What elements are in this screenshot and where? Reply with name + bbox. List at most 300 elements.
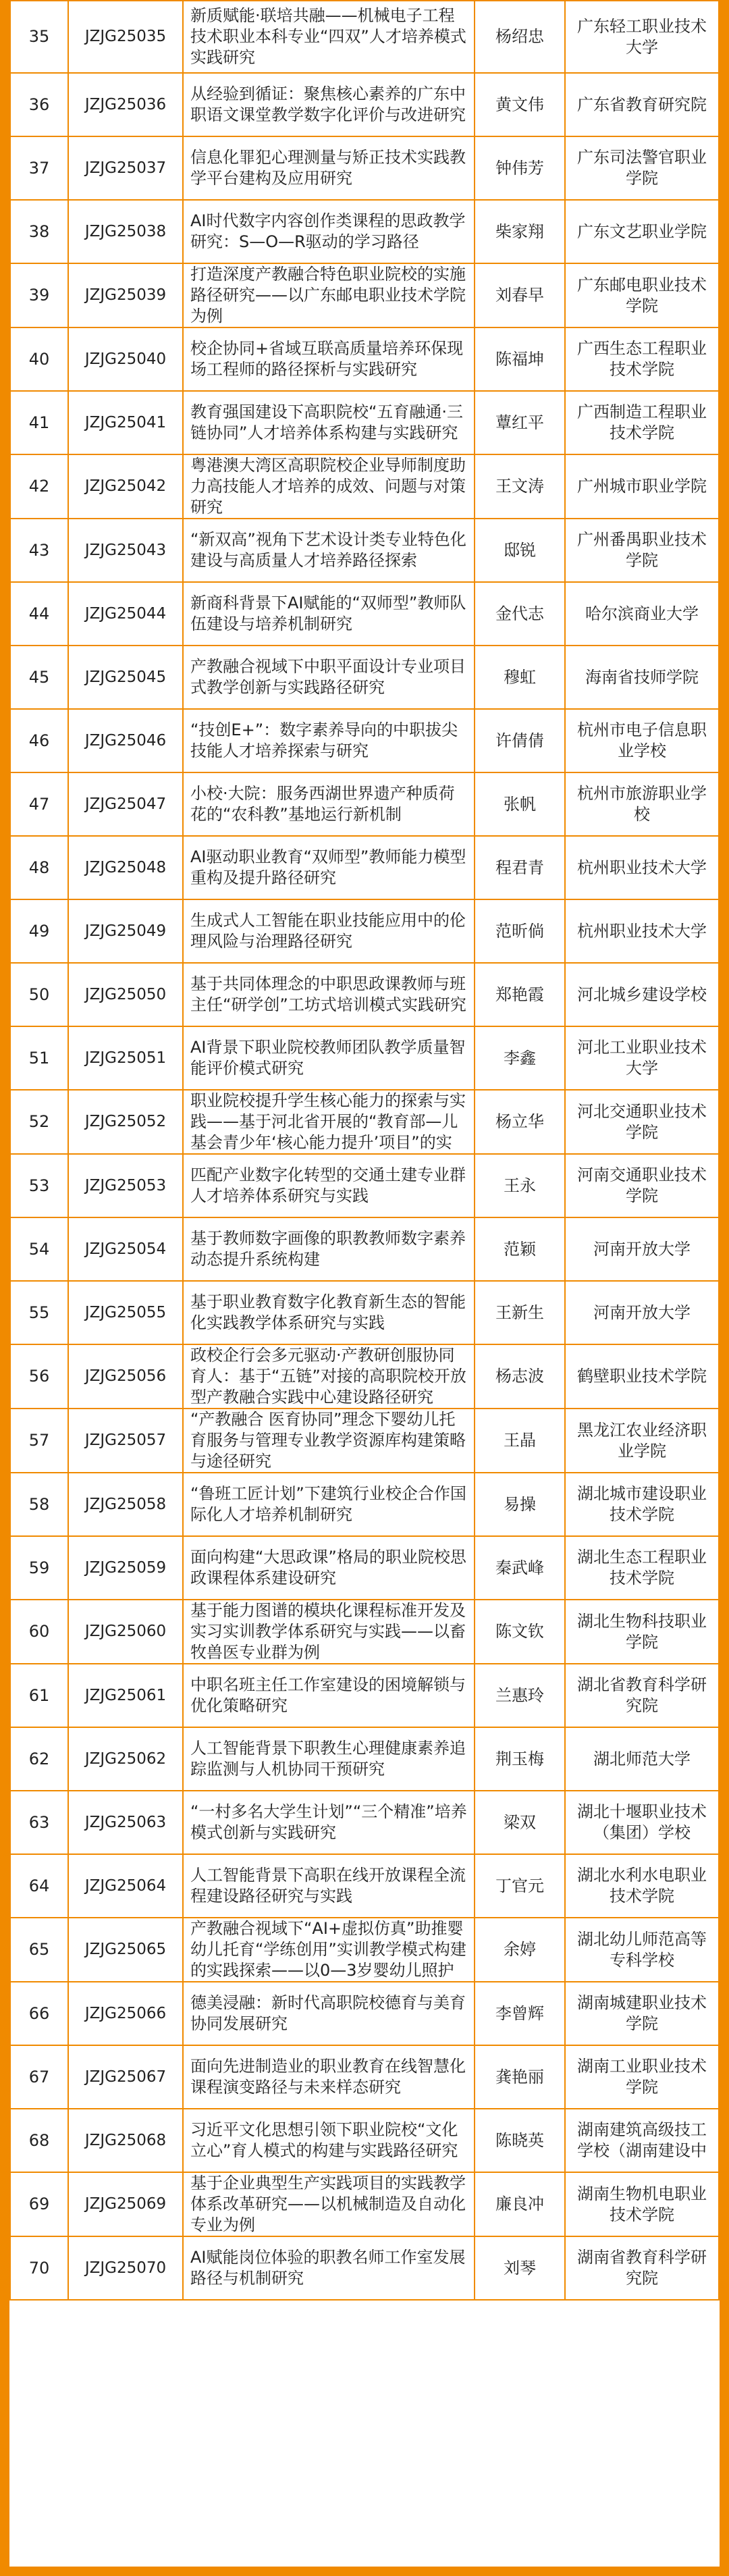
project-organization-cell bbox=[565, 1026, 719, 1090]
project-organization-cell bbox=[565, 327, 719, 391]
project-id-cell bbox=[68, 963, 183, 1026]
project-organization: 湖南生物机电职业技术学院 bbox=[577, 2184, 707, 2224]
row-number-cell bbox=[10, 1154, 68, 1217]
project-title-cell bbox=[183, 1982, 475, 2045]
project-id: JZJG25065 bbox=[84, 1941, 167, 1958]
project-id-cell bbox=[68, 646, 183, 709]
project-organization-cell bbox=[565, 1536, 719, 1600]
row-number-cell bbox=[10, 582, 68, 646]
project-organization: 广东司法警官职业学院 bbox=[577, 148, 707, 188]
project-organization: 湖北生物科技职业学院 bbox=[577, 1611, 707, 1652]
project-organization: 湖北省教育科学研究院 bbox=[577, 1675, 707, 1715]
table-row bbox=[10, 709, 719, 772]
project-organization: 河北城乡建设学校 bbox=[577, 984, 707, 1004]
project-leader-cell bbox=[475, 1918, 565, 1982]
project-leader-cell bbox=[475, 1600, 565, 1664]
project-title: 面向先进制造业的职业教育在线智慧化课程演变路径与未来样态研究 bbox=[190, 2057, 466, 2097]
project-title-cell bbox=[183, 327, 475, 391]
project-id-cell bbox=[68, 519, 183, 582]
project-leader: 陈文钦 bbox=[495, 1622, 544, 1641]
project-id-cell bbox=[68, 709, 183, 772]
project-id: JZJG25047 bbox=[84, 795, 167, 813]
project-title: “一村多名大学生计划”“三个精准”培养模式创新与实践研究 bbox=[190, 1802, 467, 1842]
project-id: JZJG25048 bbox=[84, 858, 167, 876]
row-number-cell bbox=[10, 1026, 68, 1090]
project-id: JZJG25062 bbox=[84, 1750, 167, 1768]
project-organization-cell bbox=[565, 1217, 719, 1281]
project-title: 小校·大院：服务西湖世界遗产种质荷花的“农科教”基地运行新机制 bbox=[190, 784, 455, 824]
project-title: 职业院校提升学生核心能力的探索与实践——基于河北省开展的“教育部—儿基会青少年‘核心能力提升’项目”的实 bbox=[190, 1091, 466, 1152]
row-number: 39 bbox=[28, 286, 50, 305]
project-organization: 湖南工业职业技术学院 bbox=[577, 2057, 707, 2097]
project-id-cell bbox=[68, 1, 183, 73]
project-id: JZJG25058 bbox=[84, 1495, 167, 1513]
row-number-cell bbox=[10, 1, 68, 73]
project-title-cell bbox=[183, 2236, 475, 2300]
project-id: JZJG25051 bbox=[84, 1049, 167, 1067]
project-leader: 金代志 bbox=[495, 604, 544, 623]
project-id: JZJG25041 bbox=[84, 413, 167, 431]
row-number-cell bbox=[10, 1217, 68, 1281]
project-id: JZJG25060 bbox=[84, 1623, 167, 1640]
project-organization: 湖北生态工程职业技术学院 bbox=[577, 1548, 707, 1587]
row-number: 36 bbox=[28, 95, 50, 114]
project-title: “鲁班工匠计划”下建筑行业校企合作国际化人才培养机制研究 bbox=[190, 1484, 466, 1524]
project-id-cell bbox=[68, 1026, 183, 1090]
project-title-cell bbox=[183, 1154, 475, 1217]
row-number: 53 bbox=[28, 1176, 50, 1195]
project-organization-cell bbox=[565, 1664, 719, 1727]
project-title-cell bbox=[183, 1473, 475, 1536]
project-id: JZJG25039 bbox=[84, 286, 167, 304]
table-row bbox=[10, 136, 719, 200]
project-organization: 杭州市旅游职业学校 bbox=[577, 784, 707, 824]
table-row bbox=[10, 1791, 719, 1854]
project-leader-cell bbox=[475, 200, 565, 263]
project-leader: 秦武峰 bbox=[495, 1558, 544, 1577]
project-leader: 邸锐 bbox=[504, 540, 536, 560]
project-leader: 杨立华 bbox=[495, 1112, 544, 1131]
project-leader: 范颖 bbox=[504, 1239, 536, 1259]
project-id: JZJG25035 bbox=[84, 28, 167, 45]
project-organization: 广西生态工程职业技术学院 bbox=[577, 339, 707, 379]
row-number-cell bbox=[10, 263, 68, 327]
row-number: 67 bbox=[28, 2067, 50, 2086]
project-id: JZJG25063 bbox=[84, 1813, 167, 1831]
project-leader: 李鑫 bbox=[504, 1048, 536, 1068]
table-row bbox=[10, 1026, 719, 1090]
project-title: AI背景下职业院校教师团队教学质量智能评价模式研究 bbox=[190, 1038, 466, 1078]
project-leader: 廉良冲 bbox=[495, 2194, 544, 2213]
project-title: 新质赋能·联培共融——机械电子工程技术职业本科专业“四双”人才培养模式实践研究 bbox=[190, 6, 466, 67]
project-id-cell bbox=[68, 136, 183, 200]
row-number-cell bbox=[10, 1854, 68, 1918]
project-organization-cell bbox=[565, 519, 719, 582]
table-row bbox=[10, 200, 719, 263]
project-organization-cell bbox=[565, 2236, 719, 2300]
project-title: AI驱动职业教育“双师型”教师能力模型重构及提升路径研究 bbox=[190, 847, 466, 887]
project-organization-cell bbox=[565, 263, 719, 327]
project-leader-cell bbox=[475, 73, 565, 136]
project-id: JZJG25053 bbox=[84, 1176, 167, 1194]
row-number: 68 bbox=[28, 2130, 50, 2150]
row-number: 65 bbox=[28, 1940, 50, 1959]
row-number-cell bbox=[10, 1982, 68, 2045]
row-number: 61 bbox=[28, 1685, 50, 1705]
project-organization: 湖北水利水电职业技术学院 bbox=[577, 1866, 707, 1905]
project-organization: 广东省教育研究院 bbox=[577, 95, 707, 114]
project-leader: 易操 bbox=[504, 1494, 536, 1514]
project-title: 生成式人工智能在职业技能应用中的伦理风险与治理路径研究 bbox=[190, 911, 466, 951]
row-number-cell bbox=[10, 136, 68, 200]
row-number-cell bbox=[10, 454, 68, 519]
project-id-cell bbox=[68, 263, 183, 327]
project-organization: 哈尔滨商业大学 bbox=[585, 604, 699, 623]
row-number-cell bbox=[10, 519, 68, 582]
project-organization: 湖北十堰职业技术（集团）学校 bbox=[577, 1802, 707, 1842]
project-title: “新双高”视角下艺术设计类专业特色化建设与高质量人才培养路径探索 bbox=[190, 530, 466, 570]
table-row bbox=[10, 1409, 719, 1473]
row-number: 44 bbox=[28, 604, 50, 623]
project-title: 粤港澳大湾区高职院校企业导师制度助力高技能人才培养的成效、问题与对策研究 bbox=[190, 456, 466, 517]
project-title: 习近平文化思想引领下职业院校“文化立心”育人模式的构建与实践路径研究 bbox=[190, 2120, 458, 2160]
project-leader-cell bbox=[475, 582, 565, 646]
row-number: 63 bbox=[28, 1812, 50, 1832]
project-id-cell bbox=[68, 2109, 183, 2172]
project-title: AI时代数字内容创作类课程的思政教学研究：S—O—R驱动的学习路径 bbox=[190, 211, 466, 251]
project-title-cell bbox=[183, 2045, 475, 2109]
project-leader: 杨志波 bbox=[495, 1367, 544, 1386]
project-leader-cell bbox=[475, 1791, 565, 1854]
project-id: JZJG25070 bbox=[84, 2259, 167, 2277]
row-number: 56 bbox=[28, 1367, 50, 1386]
row-number: 62 bbox=[28, 1749, 50, 1768]
project-leader-cell bbox=[475, 1, 565, 73]
project-organization: 河南开放大学 bbox=[593, 1303, 691, 1322]
table-row bbox=[10, 582, 719, 646]
project-leader: 荆玉梅 bbox=[495, 1749, 544, 1768]
project-id: JZJG25036 bbox=[84, 95, 167, 113]
table-row bbox=[10, 1217, 719, 1281]
project-leader-cell bbox=[475, 1409, 565, 1473]
project-title: 政校企行会多元驱动·产教研创服协同育人：基于“五链”对接的高职院校开放型产教融合实践中心建设路径研究 bbox=[190, 1346, 466, 1407]
project-organization: 广东邮电职业技术学院 bbox=[577, 275, 707, 315]
project-title-cell bbox=[183, 1854, 475, 1918]
project-id: JZJG25046 bbox=[84, 731, 167, 750]
project-leader-cell bbox=[475, 1982, 565, 2045]
project-leader-cell bbox=[475, 2172, 565, 2236]
project-leader-cell bbox=[475, 1026, 565, 1090]
project-title-cell bbox=[183, 73, 475, 136]
project-id-cell bbox=[68, 1664, 183, 1727]
row-number-cell bbox=[10, 391, 68, 454]
project-id-cell bbox=[68, 899, 183, 963]
row-number: 60 bbox=[28, 1622, 50, 1641]
row-number-cell bbox=[10, 1090, 68, 1154]
project-title-cell bbox=[183, 1727, 475, 1791]
table-row bbox=[10, 327, 719, 391]
row-number-cell bbox=[10, 1727, 68, 1791]
project-organization-cell bbox=[565, 899, 719, 963]
project-organization-cell bbox=[565, 1982, 719, 2045]
project-id-cell bbox=[68, 1154, 183, 1217]
project-id-cell bbox=[68, 1217, 183, 1281]
project-title: 基于职业教育数字化教育新生态的智能化实践教学体系研究与实践 bbox=[190, 1292, 466, 1332]
project-leader: 陈福坤 bbox=[495, 349, 544, 369]
table-row bbox=[10, 963, 719, 1026]
project-leader: 钟伟芳 bbox=[495, 158, 544, 178]
project-title-cell bbox=[183, 1600, 475, 1664]
project-leader-cell bbox=[475, 391, 565, 454]
project-organization-cell bbox=[565, 1344, 719, 1409]
project-title-cell bbox=[183, 646, 475, 709]
row-number-cell bbox=[10, 1473, 68, 1536]
table-row bbox=[10, 1600, 719, 1664]
project-id: JZJG25068 bbox=[84, 2131, 167, 2149]
project-id-cell bbox=[68, 1473, 183, 1536]
project-id: JZJG25054 bbox=[84, 1240, 167, 1258]
project-id-cell bbox=[68, 2045, 183, 2109]
project-organization-cell bbox=[565, 1473, 719, 1536]
table-row bbox=[10, 646, 719, 709]
project-title-cell bbox=[183, 1281, 475, 1344]
project-organization: 河南交通职业技术学院 bbox=[577, 1165, 707, 1205]
project-organization-cell bbox=[565, 646, 719, 709]
project-organization-cell bbox=[565, 1791, 719, 1854]
project-leader-cell bbox=[475, 2045, 565, 2109]
project-organization-cell bbox=[565, 1600, 719, 1664]
row-number-cell bbox=[10, 1409, 68, 1473]
row-number-cell bbox=[10, 1344, 68, 1409]
project-id: JZJG25055 bbox=[84, 1303, 167, 1321]
table-row bbox=[10, 899, 719, 963]
project-id: JZJG25061 bbox=[84, 1686, 167, 1704]
project-title: 德美浸融：新时代高职院校德育与美育协同发展研究 bbox=[190, 1993, 466, 2033]
row-number: 48 bbox=[28, 858, 50, 877]
row-number: 70 bbox=[28, 2258, 50, 2278]
project-id-cell bbox=[68, 327, 183, 391]
project-title: 校企协同+省域互联高质量培养环保现场工程师的路径探析与实践研究 bbox=[190, 339, 464, 379]
row-number: 51 bbox=[28, 1048, 50, 1068]
project-organization: 杭州职业技术大学 bbox=[577, 858, 707, 877]
project-title-cell bbox=[183, 899, 475, 963]
project-organization-cell bbox=[565, 1727, 719, 1791]
project-id-cell bbox=[68, 1536, 183, 1600]
project-organization: 鹤壁职业技术学院 bbox=[577, 1367, 707, 1386]
project-leader-cell bbox=[475, 963, 565, 1026]
project-leader: 刘琴 bbox=[504, 2258, 536, 2278]
project-id-cell bbox=[68, 1918, 183, 1982]
project-organization: 杭州职业技术大学 bbox=[577, 921, 707, 941]
project-id: JZJG25045 bbox=[84, 668, 167, 686]
project-id: JZJG25066 bbox=[84, 2004, 167, 2022]
table-row bbox=[10, 73, 719, 136]
project-id: JZJG25059 bbox=[84, 1558, 167, 1577]
project-title-cell bbox=[183, 582, 475, 646]
project-title: 中职名班主任工作室建设的困境解锁与优化策略研究 bbox=[190, 1675, 466, 1715]
project-leader-cell bbox=[475, 1281, 565, 1344]
row-number-cell bbox=[10, 963, 68, 1026]
project-title-cell bbox=[183, 1, 475, 73]
project-id: JZJG25057 bbox=[84, 1431, 167, 1449]
project-organization-cell bbox=[565, 2109, 719, 2172]
project-id-cell bbox=[68, 454, 183, 519]
row-number: 69 bbox=[28, 2194, 50, 2213]
table-row bbox=[10, 1090, 719, 1154]
row-number: 47 bbox=[28, 794, 50, 814]
project-title: AI赋能岗位体验的职教名师工作室发展路径与机制研究 bbox=[190, 2248, 466, 2288]
project-leader-cell bbox=[475, 1344, 565, 1409]
project-leader: 范昕倘 bbox=[495, 921, 544, 941]
project-leader: 李曾辉 bbox=[495, 2003, 544, 2023]
project-title: 教育强国建设下高职院校“五育融通·三链协同”人才培养体系构建与实践研究 bbox=[190, 402, 464, 442]
project-title-cell bbox=[183, 836, 475, 899]
project-organization-cell bbox=[565, 709, 719, 772]
table-row bbox=[10, 519, 719, 582]
project-id: JZJG25052 bbox=[84, 1113, 167, 1130]
row-number-cell bbox=[10, 1536, 68, 1600]
row-number-cell bbox=[10, 327, 68, 391]
project-id-cell bbox=[68, 1791, 183, 1854]
row-number: 59 bbox=[28, 1558, 50, 1577]
project-leader: 程君青 bbox=[495, 858, 544, 877]
project-leader-cell bbox=[475, 709, 565, 772]
project-title-cell bbox=[183, 519, 475, 582]
project-leader: 许倩倩 bbox=[495, 731, 544, 750]
project-leader-cell bbox=[475, 899, 565, 963]
row-number: 52 bbox=[28, 1112, 50, 1131]
project-id: JZJG25050 bbox=[84, 985, 167, 1003]
project-organization: 河北交通职业技术学院 bbox=[577, 1101, 707, 1142]
table-row bbox=[10, 454, 719, 519]
project-id: JZJG25067 bbox=[84, 2068, 167, 2086]
project-id-cell bbox=[68, 1090, 183, 1154]
project-organization: 湖南省教育科学研究院 bbox=[577, 2248, 707, 2288]
project-organization-cell bbox=[565, 772, 719, 836]
project-leader: 黄文伟 bbox=[495, 95, 544, 114]
row-number: 66 bbox=[28, 2003, 50, 2023]
row-number-cell bbox=[10, 73, 68, 136]
project-title-cell bbox=[183, 1344, 475, 1409]
table-row bbox=[10, 263, 719, 327]
table-row bbox=[10, 1664, 719, 1727]
row-number-cell bbox=[10, 2109, 68, 2172]
project-leader: 龚艳丽 bbox=[495, 2067, 544, 2086]
project-title: 信息化罪犯心理测量与矫正技术实践教学平台建构及应用研究 bbox=[190, 148, 466, 188]
project-organization-cell bbox=[565, 73, 719, 136]
project-leader: 穆虹 bbox=[504, 667, 536, 687]
project-leader-cell bbox=[475, 1854, 565, 1918]
row-number: 38 bbox=[28, 221, 50, 241]
project-title-cell bbox=[183, 2109, 475, 2172]
project-organization-cell bbox=[565, 1281, 719, 1344]
project-title: 打造深度产教融合特色职业院校的实施路径研究——以广东邮电职业技术学院为例 bbox=[190, 265, 466, 325]
project-id-cell bbox=[68, 200, 183, 263]
project-id-cell bbox=[68, 1409, 183, 1473]
table-row bbox=[10, 2236, 719, 2300]
project-leader: 王文涛 bbox=[495, 477, 544, 496]
project-organization: 广西制造工程职业技术学院 bbox=[577, 402, 707, 442]
project-title-cell bbox=[183, 1918, 475, 1982]
project-leader-cell bbox=[475, 646, 565, 709]
project-organization-cell bbox=[565, 836, 719, 899]
project-id: JZJG25043 bbox=[84, 541, 167, 559]
table-row bbox=[10, 1281, 719, 1344]
project-organization: 广州番禺职业技术学院 bbox=[577, 530, 707, 570]
row-number-cell bbox=[10, 836, 68, 899]
table-row bbox=[10, 1, 719, 73]
project-title-cell bbox=[183, 1409, 475, 1473]
project-id-cell bbox=[68, 1281, 183, 1344]
project-title: 基于教师数字画像的职教教师数字素养动态提升系统构建 bbox=[190, 1229, 466, 1269]
project-id: JZJG25056 bbox=[84, 1367, 167, 1385]
project-leader-cell bbox=[475, 327, 565, 391]
table-row bbox=[10, 1854, 719, 1918]
project-id: JZJG25069 bbox=[84, 2195, 167, 2213]
table-row bbox=[10, 1344, 719, 1409]
row-number-cell bbox=[10, 1918, 68, 1982]
table-row bbox=[10, 391, 719, 454]
row-number-cell bbox=[10, 1664, 68, 1727]
project-organization-cell bbox=[565, 200, 719, 263]
table-row bbox=[10, 2045, 719, 2109]
project-id-cell bbox=[68, 2236, 183, 2300]
project-organization: 黑龙江农业经济职业学院 bbox=[577, 1420, 707, 1461]
table-row bbox=[10, 772, 719, 836]
project-organization: 湖北城市建设职业技术学院 bbox=[577, 1484, 707, 1524]
project-organization: 河南开放大学 bbox=[593, 1239, 691, 1259]
project-title: 产教融合视域下中职平面设计专业项目式教学创新与实践路径研究 bbox=[190, 657, 466, 697]
table-row bbox=[10, 1154, 719, 1217]
project-title-cell bbox=[183, 200, 475, 263]
project-title: 基于共同体理念的中职思政课教师与班主任“研学创”工坊式培训模式实践研究 bbox=[190, 974, 466, 1014]
project-title-cell bbox=[183, 454, 475, 519]
project-title-cell bbox=[183, 1791, 475, 1854]
project-leader: 兰惠玲 bbox=[495, 1685, 544, 1705]
project-organization-cell bbox=[565, 136, 719, 200]
project-organization-cell bbox=[565, 1090, 719, 1154]
project-organization-cell bbox=[565, 2045, 719, 2109]
project-leader: 刘春早 bbox=[495, 286, 544, 305]
project-title-cell bbox=[183, 1664, 475, 1727]
project-leader-cell bbox=[475, 1664, 565, 1727]
project-id-cell bbox=[68, 391, 183, 454]
row-number: 41 bbox=[28, 413, 50, 432]
project-leader-cell bbox=[475, 1727, 565, 1791]
project-leader: 张帆 bbox=[504, 794, 536, 814]
project-organization-cell bbox=[565, 1409, 719, 1473]
project-id-cell bbox=[68, 2172, 183, 2236]
project-title-cell bbox=[183, 1217, 475, 1281]
row-number: 55 bbox=[28, 1303, 50, 1322]
row-number: 58 bbox=[28, 1494, 50, 1514]
project-leader: 陈晓英 bbox=[495, 2130, 544, 2150]
project-leader-cell bbox=[475, 772, 565, 836]
project-leader-cell bbox=[475, 1217, 565, 1281]
project-organization-cell bbox=[565, 454, 719, 519]
project-id: JZJG25037 bbox=[84, 159, 167, 177]
project-organization-cell bbox=[565, 1854, 719, 1918]
project-leader: 柴家翔 bbox=[495, 221, 544, 241]
project-organization: 杭州市电子信息职业学校 bbox=[577, 720, 707, 760]
project-title-cell bbox=[183, 772, 475, 836]
project-leader-cell bbox=[475, 1154, 565, 1217]
project-organization: 广东文艺职业学院 bbox=[577, 221, 707, 241]
project-leader: 梁双 bbox=[504, 1812, 536, 1832]
row-number: 49 bbox=[28, 921, 50, 941]
row-number: 54 bbox=[28, 1239, 50, 1259]
project-id-cell bbox=[68, 836, 183, 899]
